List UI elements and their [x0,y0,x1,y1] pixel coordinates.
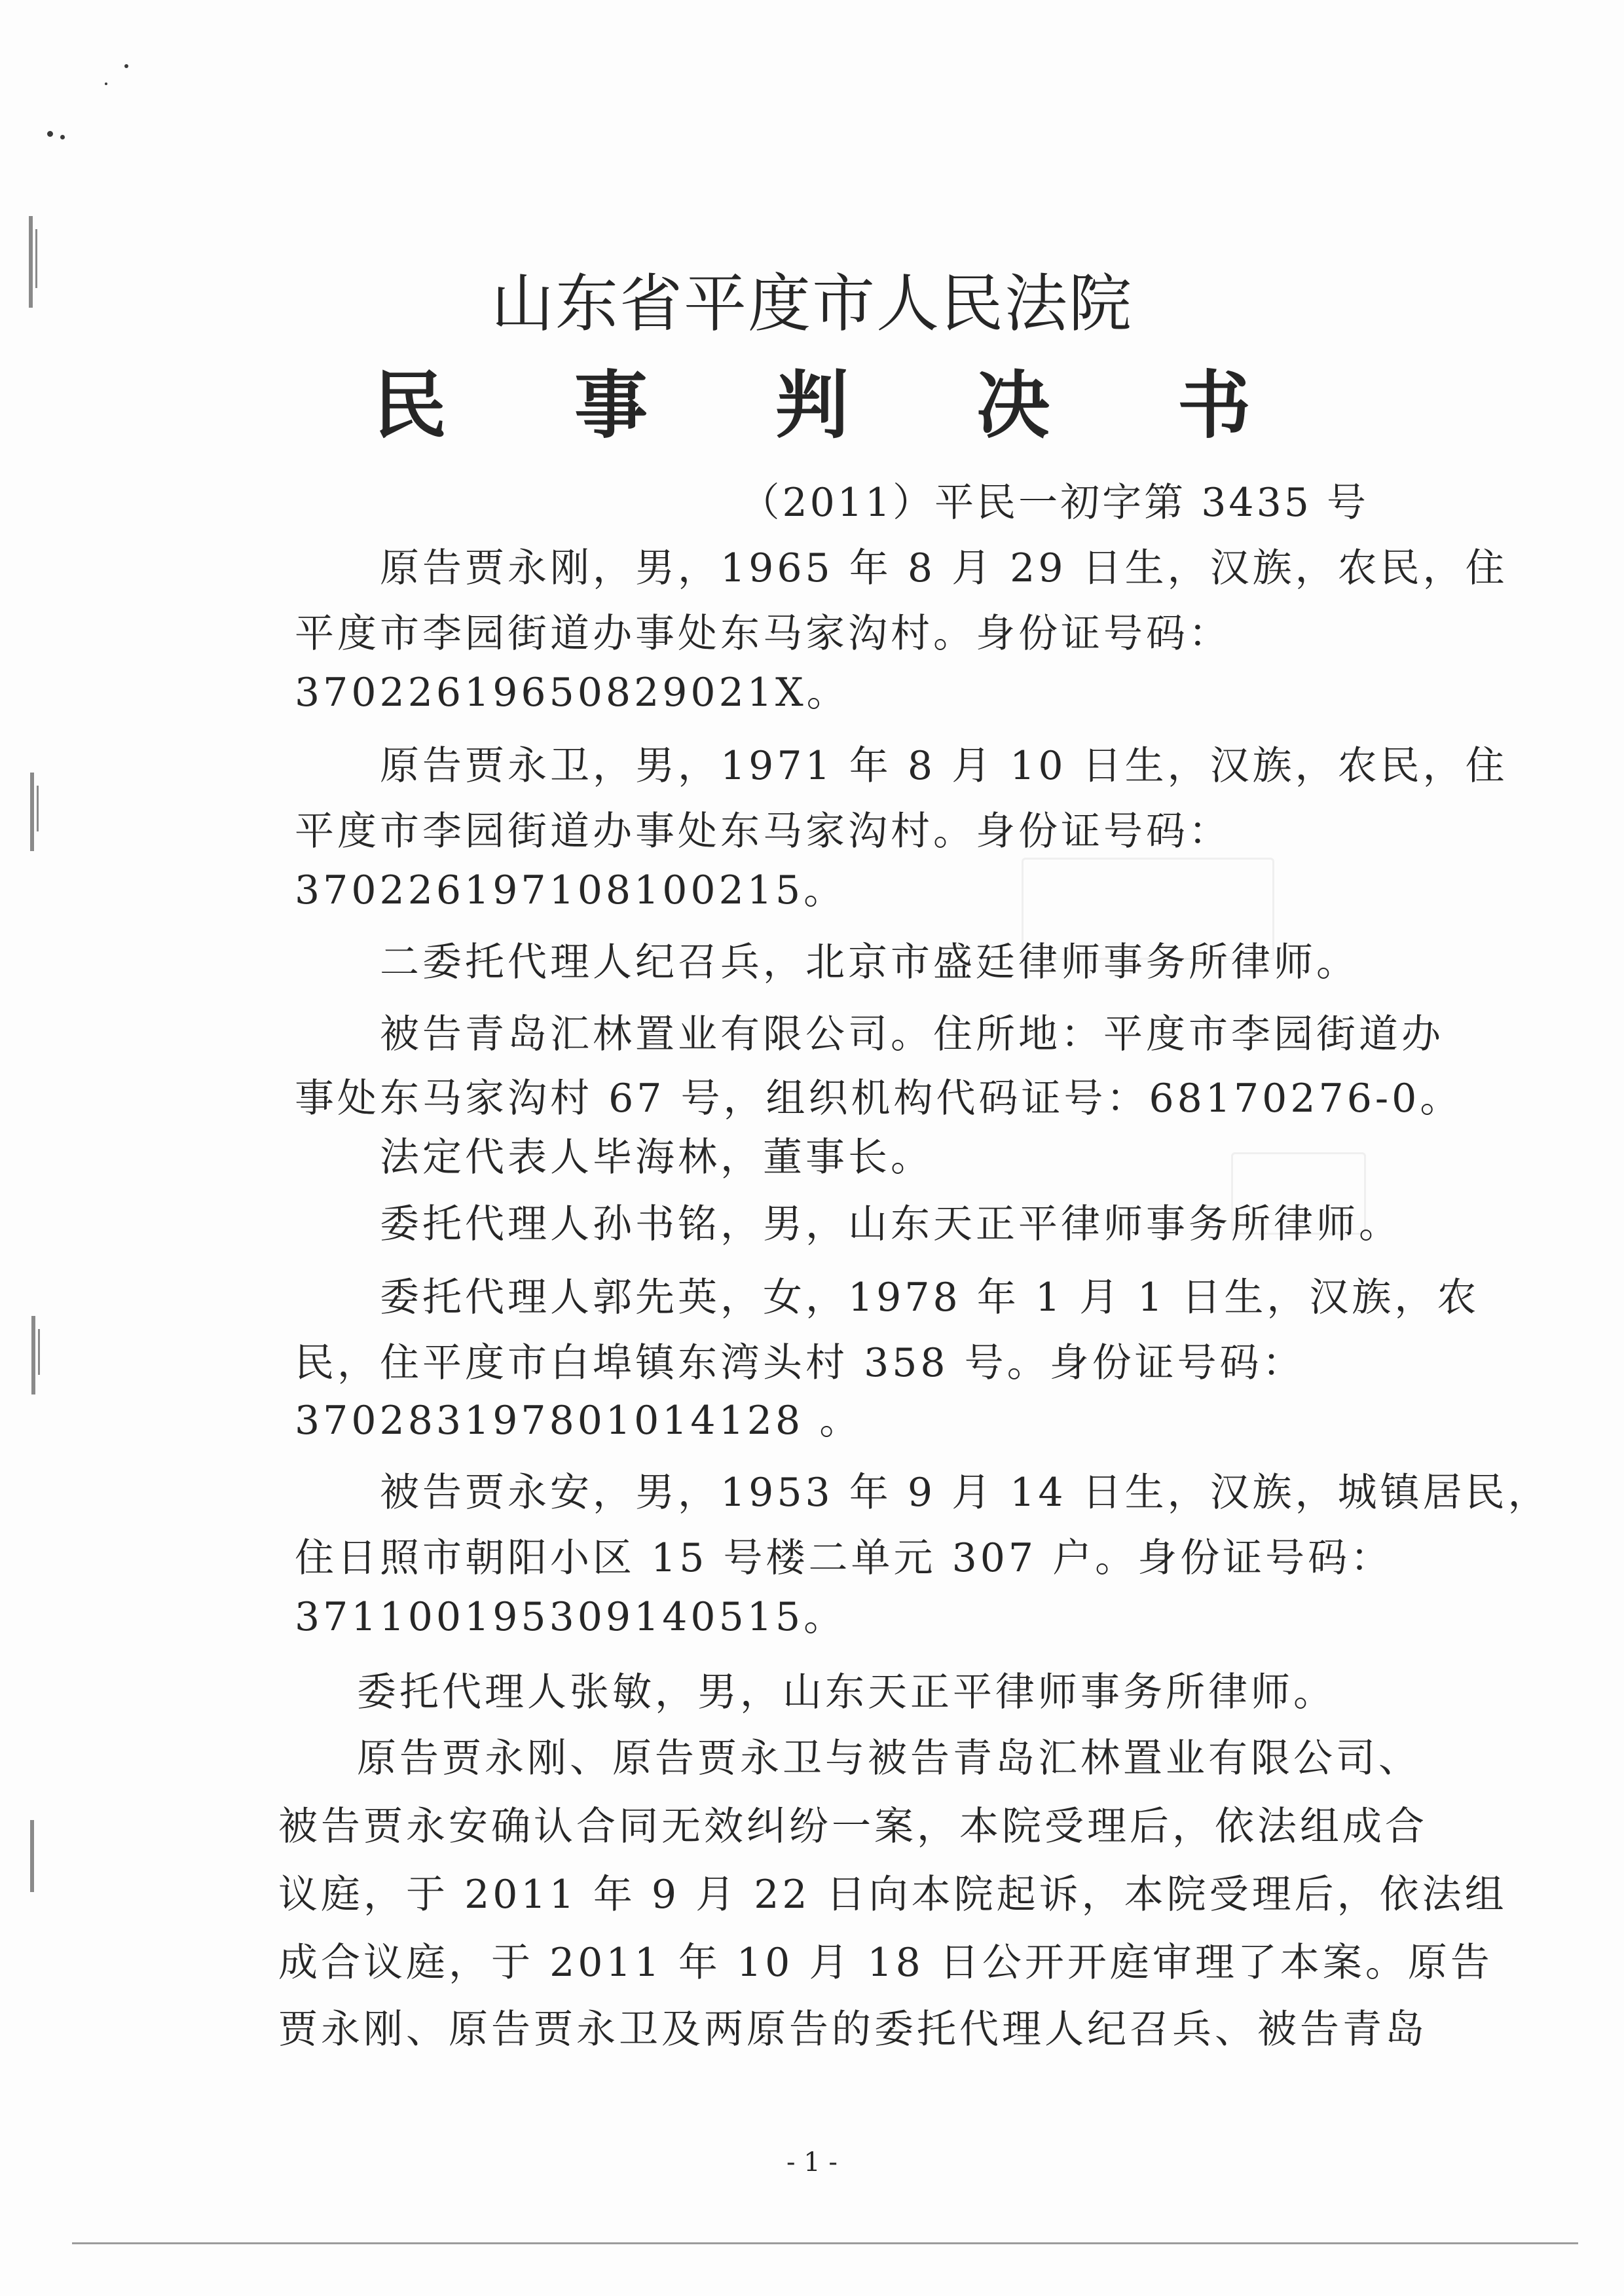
body-line: 成合议庭，于 2011 年 10 月 18 日公开开庭审理了本案。原告 [278,1940,1493,1986]
body-line: 原告贾永刚，男，1965 年 8 月 29 日生，汉族，农民，住 [380,545,1508,591]
scan-edge-mark [30,773,34,851]
body-line: 贾永刚、原告贾永卫及两原告的委托代理人纪召兵、被告青岛 [278,2007,1428,2052]
scan-edge-mark [38,1329,40,1375]
body-line: 原告贾永刚、原告贾永卫与被告青岛汇林置业有限公司、 [357,1736,1421,1781]
body-line: 370226197108100215。 [295,867,847,913]
body-line: 事处东马家沟村 67 号，组织机构代码证号：68170276-0。 [295,1076,1463,1121]
body-line: 被告青岛汇林置业有限公司。住所地：平度市李园街道办 [380,1011,1444,1057]
document-type-title: 民 事 判 决 书 [373,363,1302,448]
body-line: 民，住平度市白埠镇东湾头村 358 号。身份证号码： [295,1340,1305,1386]
body-line: 议庭，于 2011 年 9 月 22 日向本院起诉，本院受理后，依法组 [278,1872,1507,1918]
scan-dot [47,131,53,137]
scan-edge-mark [31,1316,35,1394]
body-line: 平度市李园街道办事处东马家沟村。身份证号码： [295,809,1231,854]
scan-edge-mark [30,1820,34,1892]
scan-dot [124,64,128,68]
body-line: 二委托代理人纪召兵，北京市盛廷律师事务所律师。 [380,939,1359,985]
body-line: 法定代表人毕海林，董事长。 [380,1135,933,1180]
body-line: 37022619650829021X。 [295,670,849,716]
page-number: - 1 - [786,2147,838,2178]
bottom-scan-line [72,2242,1578,2244]
scan-edge-mark [37,786,39,831]
body-line: 委托代理人孙书铭，男，山东天正平律师事务所律师。 [380,1201,1401,1247]
body-line: 371100195309140515。 [295,1594,847,1640]
scan-dot [60,135,65,139]
body-line: 委托代理人郭先英，女，1978 年 1 月 1 日生，汉族，农 [380,1275,1480,1321]
body-line: 370283197801014128 。 [295,1398,862,1444]
case-number: （2011）平民一初字第 3435 号 [740,480,1369,526]
body-line: 原告贾永卫，男，1971 年 8 月 10 日生，汉族，农民，住 [380,743,1508,789]
body-line: 住日照市朝阳小区 15 号楼二单元 307 户。身份证号码： [295,1535,1393,1581]
body-line: 被告贾永安确认合同无效纠纷一案，本院受理后，依法组成合 [278,1804,1428,1850]
body-line: 被告贾永安，男，1953 年 9 月 14 日生，汉族，城镇居民， [380,1470,1551,1516]
body-line: 委托代理人张敏，男，山东天正平律师事务所律师。 [357,1669,1336,1715]
body-line: 平度市李园街道办事处东马家沟村。身份证号码： [295,611,1231,657]
court-name: 山东省平度市人民法院 [491,267,1133,340]
scan-dot [105,82,107,85]
